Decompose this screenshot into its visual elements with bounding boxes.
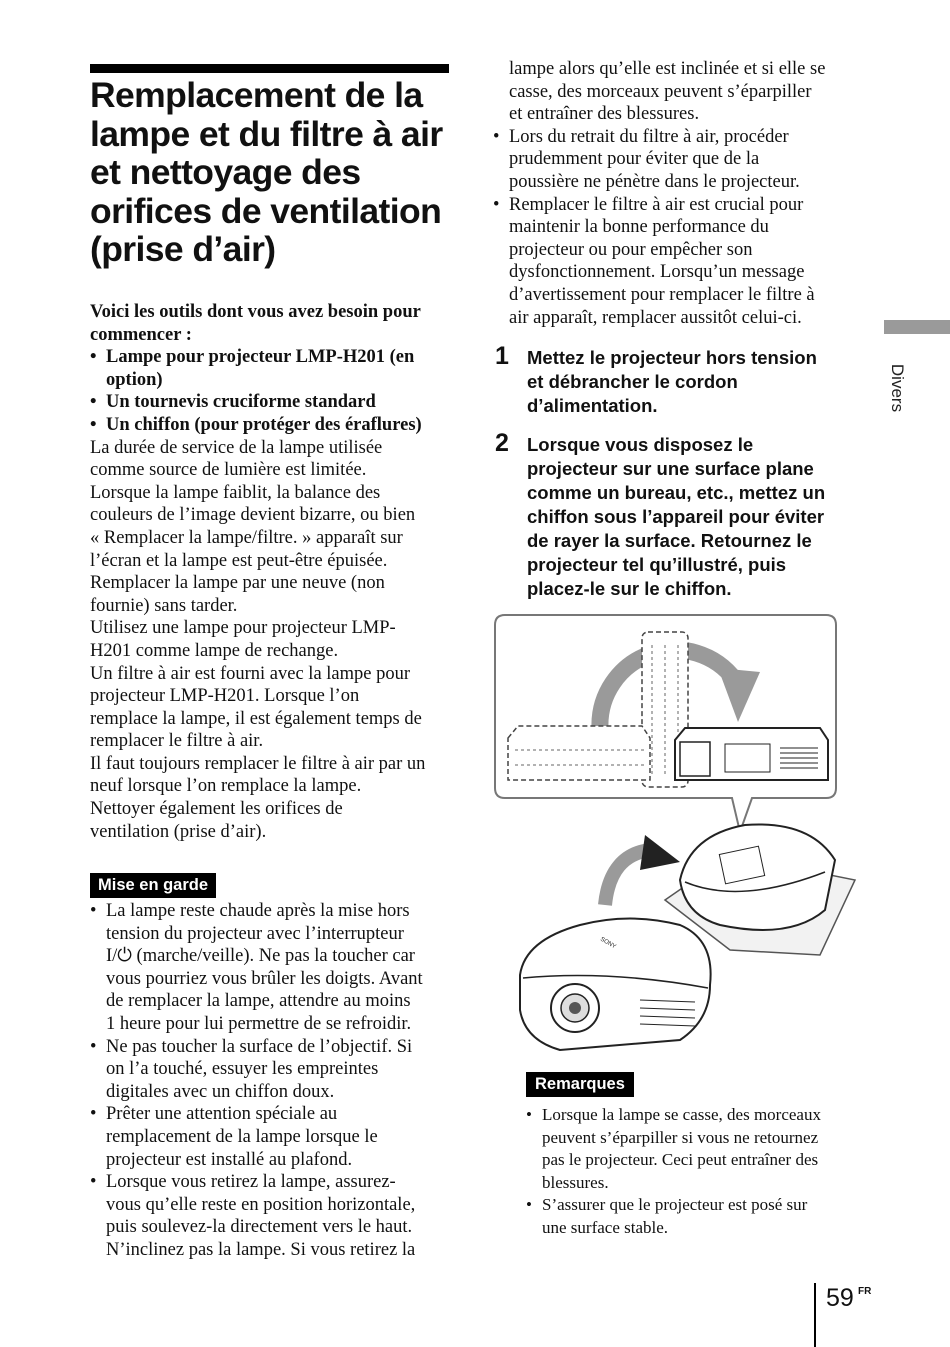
caution-item: • Lorsque vous retirez la lampe, assurez- vous qu’elle reste en position horizontale, puis soulevez-la directement vers le haut. N’inclinez pas la lampe. Si vous retirez la (90, 1172, 416, 1260)
bullet: • (90, 1036, 97, 1057)
caution-item: • La lampe reste chaude après la mise hors tension du projecteur avec l’interrupteur I/⏻ (marche/veille). Ne pas la toucher car vous pourriez vous brûler les doigts. Avant de remplacer la lampe, attendre au moins 1 heure pour lui permettre de se refroidir. (90, 901, 423, 1034)
tool-item: • Lampe pour projecteur LMP-H201 (en option) (90, 347, 415, 390)
bullet: • (90, 1104, 97, 1125)
step-number: 2 (495, 429, 509, 457)
bullet: • (526, 1105, 532, 1124)
bullet: • (90, 414, 97, 435)
projector-illustration (490, 610, 860, 1060)
step-text: Mettez le projecteur hors tension et débrancher le cordon d’alimentation. (527, 347, 817, 416)
caution-continued (493, 58, 853, 329)
title-line: lampe et du filtre à air (90, 113, 443, 154)
step-number: 1 (495, 342, 509, 370)
caution-label: Mise en garde (90, 873, 216, 898)
intro-body: La durée de service de la lampe utilisée comme source de lumière est limitée. Lorsque la lampe faiblit, la balance des couleurs de l’image devient bizarre, ou bien « Remplacer la lampe/filtre. » apparaît sur l’écran et la lampe est peut-être épuisée. Remplacer la lampe par une neuve (non fournie) sans tarder. Utilisez une lampe pour projecteur LMP- H201 comme lampe de rechange. Un filtre à air est fourni avec la lampe pour projecteur LMP-H201. Lorsque l’on remplace la lampe, il est également temps de remplacer le filtre à air. Il faut toujours remplacer le filtre à air par un neuf lorsque l’on remplace la lampe. Nettoyer également les orifices de ventilation (prise d’air). (90, 437, 426, 842)
step-text: Lorsque vous disposez le projecteur sur une surface plane comme un bureau, etc., mettez un chiffon sous l’appareil pour éviter de rayer la surface. Retournez le projecteur tel qu’illustré, puis placez-le sur le chiffon. (527, 434, 826, 599)
title-rule (90, 64, 449, 73)
bullet: • (90, 392, 97, 413)
tool-item: • Un tournevis cruciforme standard (90, 392, 376, 413)
bullet: • (493, 126, 500, 147)
caution-list (90, 900, 452, 1262)
section-label: Divers (888, 363, 907, 413)
remarks-label: Remarques (526, 1072, 634, 1097)
bullet: • (526, 1195, 532, 1214)
title-line: Remplacement de la (90, 75, 423, 115)
brand-logo: SONY (599, 936, 617, 951)
language-code: FR (858, 1286, 872, 1297)
intro-section (90, 301, 452, 843)
remark-item: • S’assurer que le projecteur est posé sur une surface stable. (526, 1195, 808, 1237)
tool-item: • Un chiffon (pour protéger des éraflures) (90, 414, 422, 435)
page-title (90, 76, 470, 269)
caution-item: • Remplacer le filtre à air est crucial pour maintenir la bonne performance du projecteur ou pour empêcher son dysfonctionnement. Lorsqu’un message d’avertissement pour remplacer le filtre à air apparaît, remplacer aussitôt celui-ci. (493, 194, 815, 328)
bullet: • (90, 901, 97, 921)
caution-item: • Ne pas toucher la surface de l’objectif. Si on l’a touché, essuyer les empreintes digitales avec un chiffon doux. (90, 1036, 413, 1102)
page-number: 59 (826, 1284, 854, 1312)
title-line: (prise d’air) (90, 229, 276, 269)
footer-rule (814, 1283, 816, 1347)
flip-arrow-head (640, 835, 680, 870)
caution-item: • Prêter une attention spéciale au remplacement de la lampe lorsque le projecteur est installé au plafond. (90, 1104, 378, 1170)
tools-heading: commencer : (90, 324, 192, 345)
section-tab (884, 320, 950, 334)
remark-item: • Lorsque la lampe se casse, des morceaux peuvent s’éparpiller si vous ne retournez pas le projecteur. Ceci peut entraîner des blessures. (526, 1105, 821, 1192)
remarks-list (526, 1104, 856, 1239)
bullet: • (90, 1172, 97, 1193)
title-line: et nettoyage des (90, 152, 361, 192)
title-line: orifices de ventilation (90, 190, 442, 231)
projector-start-outline (508, 726, 650, 780)
tools-heading: Voici les outils dont vous avez besoin pour (90, 302, 421, 322)
bullet: • (493, 194, 500, 215)
caution-item: • Lors du retrait du filtre à air, procéder prudemment pour éviter que de la poussière ne pénètre dans le projecteur. (493, 126, 800, 192)
bullet: • (90, 347, 97, 368)
caution-item-continued: lampe alors qu’elle est inclinée et si elle se casse, des morceaux peuvent s’éparpiller et entraîner des blessures. (509, 59, 826, 125)
